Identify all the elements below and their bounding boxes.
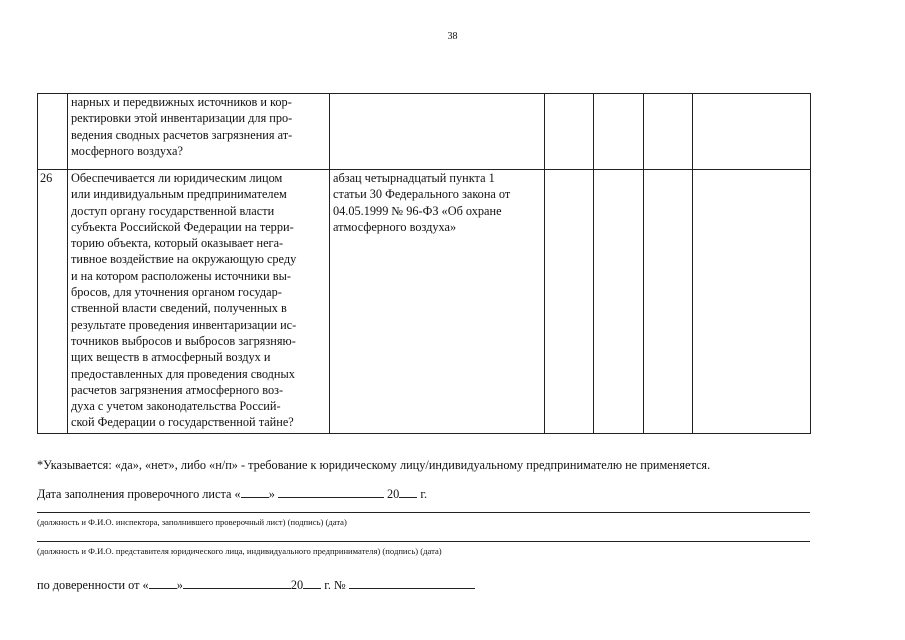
representative-signature-line[interactable]	[37, 541, 810, 542]
answer-na-cell[interactable]	[644, 94, 693, 170]
answer-yes-cell[interactable]	[545, 94, 594, 170]
row-number-cell: 26	[38, 170, 68, 434]
question-line: Обеспечивается ли юридическим лицом	[71, 171, 283, 185]
proxy-line	[37, 576, 475, 593]
proxy-suffix: г. №	[324, 578, 346, 592]
reference-line: атмосферного воздуха»	[333, 219, 457, 234]
fill-date-suffix: г.	[420, 487, 428, 501]
month-blank[interactable]	[278, 485, 384, 498]
question-line: тивное воздействие на окружающую среду	[71, 252, 297, 267]
question-line: ственной власти сведений, полученных в	[71, 301, 287, 316]
answer-na-cell[interactable]	[644, 170, 693, 434]
question-cell	[68, 170, 330, 434]
proxy-day-blank[interactable]	[149, 576, 177, 589]
row-number-cell	[38, 94, 68, 170]
proxy-month-blank[interactable]	[183, 576, 291, 589]
question-line: предоставленных для проведения сводных	[71, 366, 295, 381]
fill-date-year: 20	[387, 487, 400, 501]
representative-signature-caption: (должность и Ф.И.О. представителя юридического лица, индивидуального предпринимателя) (подпись) (дата)	[37, 546, 442, 556]
question-line: и на котором расположены источники вы-	[71, 268, 291, 283]
year-blank[interactable]	[399, 485, 417, 498]
answer-no-cell[interactable]	[594, 94, 644, 170]
note-cell[interactable]	[693, 170, 811, 434]
note-cell[interactable]	[693, 94, 811, 170]
question-line: ской Федерации о государственной тайне?	[71, 415, 294, 430]
reference-cell	[330, 170, 545, 434]
fill-date-prefix: Дата заполнения проверочного листа «	[37, 487, 241, 501]
question-line: ведения сводных расчетов загрязнения ат-	[71, 127, 293, 142]
question-line: торию объекта, который оказывает нега-	[71, 236, 284, 251]
proxy-year-blank[interactable]	[303, 576, 321, 589]
reference-line: абзац четырнадцатый пункта 1	[333, 171, 495, 185]
question-line: духа с учетом законодательства Россий-	[71, 399, 281, 414]
reference-cell	[330, 94, 545, 170]
inspector-signature-caption: (должность и Ф.И.О. инспектора, заполнившего проверочный лист) (подпись) (дата)	[37, 517, 347, 527]
question-line: точников выбросов и выбросов загрязняю-	[71, 333, 296, 348]
question-line: доступ органу государственной власти	[71, 203, 275, 218]
proxy-number-blank[interactable]	[349, 576, 475, 589]
question-line: бросов, для уточнения органом государ-	[71, 285, 282, 300]
proxy-year: 20	[290, 578, 304, 592]
question-line: нарных и передвижных источников и кор-	[71, 95, 292, 109]
reference-line: статьи 30 Федерального закона от	[333, 187, 511, 202]
answer-no-cell[interactable]	[594, 170, 644, 434]
fill-date-mid: »	[268, 487, 275, 501]
question-line: щих веществ в атмосферный воздух и	[71, 350, 271, 365]
proxy-mid: »	[176, 578, 183, 592]
page-number: 38	[447, 31, 458, 42]
checklist-table	[37, 93, 811, 434]
question-line: расчетов загрязнения атмосферного воз-	[71, 382, 284, 397]
footnote: *Указывается: «да», «нет», либо «н/п» - требование к юридическому лицу/индивидуальному предпринимателю не применяется.	[37, 458, 711, 472]
question-cell	[68, 94, 330, 170]
table-row	[38, 170, 811, 434]
question-line: или индивидуальным предпринимателем	[71, 187, 287, 202]
reference-line: 04.05.1999 № 96-ФЗ «Об охране	[333, 203, 502, 218]
table-row	[38, 94, 811, 170]
question-line: ректировки этой инвентаризации для про-	[71, 111, 293, 126]
fill-date-line	[37, 485, 427, 502]
proxy-prefix: по доверенности от «	[37, 578, 149, 592]
day-blank[interactable]	[241, 485, 269, 498]
answer-yes-cell[interactable]	[545, 170, 594, 434]
inspector-signature-line[interactable]	[37, 512, 810, 513]
question-line: субъекта Российской Федерации на терри-	[71, 219, 294, 234]
question-line: результате проведения инвентаризации ис-	[71, 317, 297, 332]
question-line: мосферного воздуха?	[71, 143, 183, 158]
